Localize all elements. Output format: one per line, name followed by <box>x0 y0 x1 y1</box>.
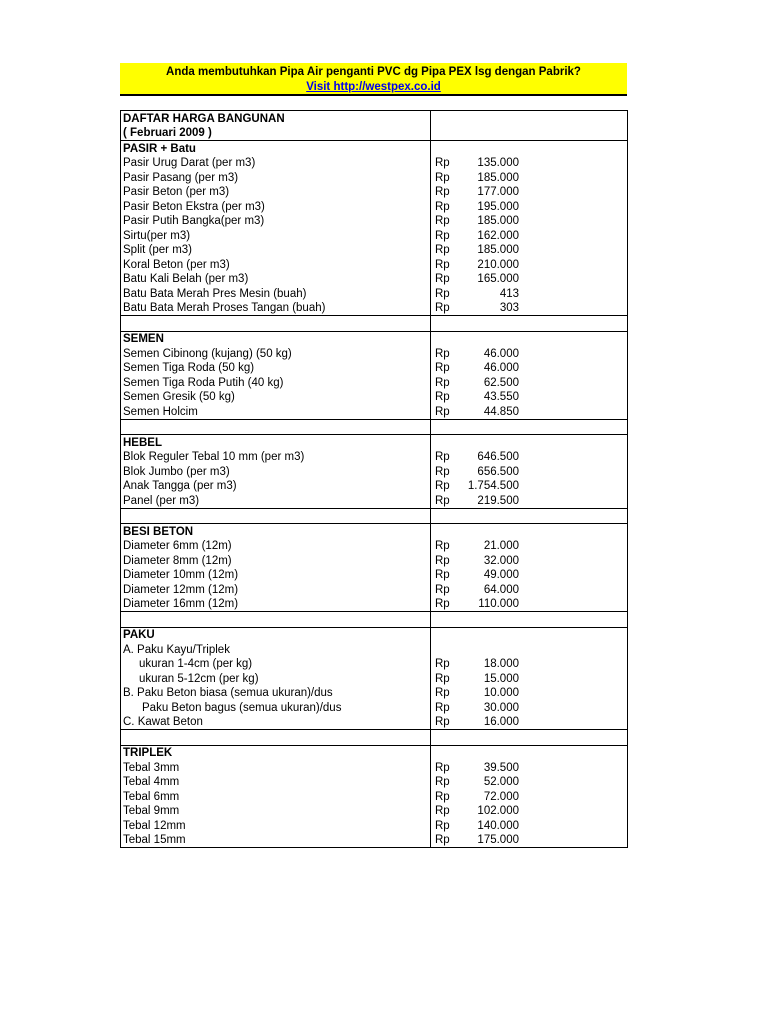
item-price: 52.000 <box>483 776 519 788</box>
item-name: Semen Tiga Roda (50 kg) <box>121 361 431 376</box>
item-price: 18.000 <box>483 658 519 670</box>
item-currency: Rp <box>435 819 450 832</box>
item-name: Semen Tiga Roda Putih (40 kg) <box>121 375 431 390</box>
table-row <box>121 346 628 361</box>
table-row <box>121 199 628 214</box>
item-currency: Rp <box>435 480 450 492</box>
item-price: 177.000 <box>477 186 519 198</box>
promo-link[interactable]: Visit http://westpex.co.id <box>306 81 441 93</box>
item-price: 195.000 <box>477 200 519 213</box>
item-currency: Rp <box>435 716 450 728</box>
item-name: Semen Cibinong (kujang) (50 kg) <box>121 346 431 361</box>
item-name: Koral Beton (per m3) <box>121 257 431 272</box>
promo-text: Anda membutuhkan Pipa Air penganti PVC dg Pipa PEX lsg dengan Pabrik? <box>166 66 581 78</box>
item-name: Semen Gresik (50 kg) <box>121 390 431 405</box>
item-name: ukuran 1-4cm (per kg) <box>121 657 431 672</box>
item-currency <box>431 642 466 657</box>
table-row <box>121 464 628 479</box>
item-price: 303 <box>499 302 519 314</box>
item-currency: Rp <box>435 658 450 670</box>
item-currency: Rp <box>435 554 450 567</box>
price-list-table <box>120 110 628 848</box>
table-row <box>121 390 628 405</box>
item-price: 185.000 <box>477 171 519 184</box>
table-row <box>121 375 628 390</box>
item-currency: Rp <box>435 761 450 774</box>
table-row <box>121 700 628 715</box>
item-price: 10.000 <box>483 687 519 699</box>
table-row <box>121 804 628 819</box>
item-price: 62.500 <box>483 376 519 389</box>
item-price: 219.500 <box>477 494 519 507</box>
item-currency: Rp <box>435 805 450 817</box>
section-heading-row <box>121 627 628 642</box>
item-price: 656.500 <box>477 465 519 478</box>
section-heading: PAKU <box>121 627 431 642</box>
item-currency: Rp <box>435 687 450 699</box>
section-spacer-row <box>121 316 628 332</box>
item-currency: Rp <box>435 362 450 374</box>
price-list-body <box>121 111 628 848</box>
item-name: Anak Tangga (per m3) <box>121 479 431 494</box>
table-row <box>121 450 628 465</box>
table-row <box>121 833 628 848</box>
item-currency: Rp <box>435 776 450 788</box>
item-name: A. Paku Kayu/Triplek <box>121 642 431 657</box>
table-date-row <box>121 126 628 141</box>
item-price: 46.000 <box>483 362 519 374</box>
section-heading: HEBEL <box>121 435 431 450</box>
item-currency: Rp <box>431 833 466 848</box>
item-currency: Rp <box>435 229 450 242</box>
section-heading: TRIPLEK <box>121 745 431 760</box>
item-name: Diameter 10mm (12m) <box>121 568 431 583</box>
table-row <box>121 568 628 583</box>
table-row <box>121 286 628 301</box>
item-price: 413 <box>499 287 519 300</box>
item-price: 185.000 <box>477 215 519 227</box>
item-price: 162.000 <box>477 229 519 242</box>
table-row <box>121 243 628 258</box>
item-name: Diameter 6mm (12m) <box>121 539 431 554</box>
item-price: 32.000 <box>483 554 519 567</box>
item-name: Batu Kali Belah (per m3) <box>121 272 431 287</box>
item-name: Tebal 12mm <box>121 818 431 833</box>
section-spacer-row <box>121 612 628 628</box>
item-currency: Rp <box>435 569 450 581</box>
table-row <box>121 657 628 672</box>
item-price: 1.754.500 <box>467 480 519 492</box>
item-name: Paku Beton bagus (semua ukuran)/dus <box>121 700 431 715</box>
item-price: 15.000 <box>483 672 519 685</box>
item-name: Tebal 6mm <box>121 789 431 804</box>
item-currency: Rp <box>435 258 450 271</box>
item-name: Semen Holcim <box>121 404 431 419</box>
item-price: 16.000 <box>483 716 519 728</box>
item-name: C. Kawat Beton <box>121 715 431 730</box>
section-heading: SEMEN <box>121 331 431 346</box>
table-row <box>121 760 628 775</box>
item-name: Pasir Pasang (per m3) <box>121 170 431 185</box>
table-row <box>121 642 628 657</box>
item-name: Blok Reguler Tebal 10 mm (per m3) <box>121 450 431 465</box>
item-price: 43.550 <box>483 391 519 403</box>
item-price: 210.000 <box>477 258 519 271</box>
item-name: Batu Bata Merah Pres Mesin (buah) <box>121 286 431 301</box>
item-currency: Rp <box>435 583 450 596</box>
item-currency: Rp <box>435 672 450 685</box>
item-name: ukuran 5-12cm (per kg) <box>121 671 431 686</box>
item-currency: Rp <box>435 540 450 552</box>
section-heading-row <box>121 141 628 156</box>
table-row <box>121 671 628 686</box>
promo-banner <box>120 63 627 96</box>
item-name: Tebal 9mm <box>121 804 431 819</box>
item-price: 46.000 <box>483 347 519 360</box>
section-spacer-row <box>121 730 628 746</box>
item-currency: Rp <box>435 405 450 418</box>
item-price: 185.000 <box>477 244 519 256</box>
table-row <box>121 404 628 419</box>
table-row <box>121 272 628 287</box>
item-currency: Rp <box>435 598 450 610</box>
table-row <box>121 214 628 229</box>
table-row <box>121 686 628 701</box>
item-currency: Rp <box>435 376 450 389</box>
table-row <box>121 257 628 272</box>
table-row <box>121 539 628 554</box>
item-price: 165.000 <box>477 273 519 285</box>
item-price: 646.500 <box>477 451 519 463</box>
item-price: 135.000 <box>477 157 519 169</box>
item-name: Blok Jumbo (per m3) <box>121 464 431 479</box>
item-currency: Rp <box>435 790 450 803</box>
item-currency: Rp <box>435 494 450 507</box>
item-price: 72.000 <box>483 790 519 803</box>
item-currency: Rp <box>435 347 450 360</box>
table-row <box>121 170 628 185</box>
item-name: Tebal 3mm <box>121 760 431 775</box>
table-row <box>121 228 628 243</box>
item-currency: Rp <box>435 701 450 714</box>
item-name: Diameter 8mm (12m) <box>121 553 431 568</box>
table-row <box>121 775 628 790</box>
item-name: Tebal 4mm <box>121 775 431 790</box>
item-name: Pasir Putih Bangka(per m3) <box>121 214 431 229</box>
item-name: Sirtu(per m3) <box>121 228 431 243</box>
table-row <box>121 156 628 171</box>
item-currency: Rp <box>435 451 450 463</box>
table-row <box>121 185 628 200</box>
item-currency: Rp <box>435 186 450 198</box>
item-price: 175.000 <box>465 833 519 848</box>
item-name: Split (per m3) <box>121 243 431 258</box>
item-price: 110.000 <box>478 598 519 610</box>
item-name: Pasir Urug Darat (per m3) <box>121 156 431 171</box>
table-date: ( Februari 2009 ) <box>121 126 431 141</box>
table-row <box>121 493 628 508</box>
item-name: B. Paku Beton biasa (semua ukuran)/dus <box>121 686 431 701</box>
item-currency: Rp <box>435 244 450 256</box>
item-price: 44.850 <box>483 405 519 418</box>
table-row <box>121 582 628 597</box>
item-price: 102.000 <box>477 805 519 817</box>
section-heading-row <box>121 435 628 450</box>
table-row <box>121 553 628 568</box>
table-row <box>121 715 628 730</box>
item-price <box>465 642 519 657</box>
item-currency: Rp <box>435 465 450 478</box>
section-heading-row <box>121 331 628 346</box>
section-spacer-row <box>121 419 628 435</box>
table-title: DAFTAR HARGA BANGUNAN <box>121 111 431 126</box>
item-price: 140.000 <box>477 819 519 832</box>
item-name: Tebal 15mm <box>121 833 431 848</box>
item-name: Batu Bata Merah Proses Tangan (buah) <box>121 301 431 316</box>
table-row <box>121 361 628 376</box>
item-price: 64.000 <box>483 583 519 596</box>
item-price: 21.000 <box>483 540 519 552</box>
item-price: 30.000 <box>483 701 519 714</box>
item-name: Diameter 16mm (12m) <box>121 597 431 612</box>
table-row <box>121 818 628 833</box>
item-currency: Rp <box>435 302 450 314</box>
table-row <box>121 479 628 494</box>
table-row <box>121 301 628 316</box>
item-name: Pasir Beton (per m3) <box>121 185 431 200</box>
section-heading-row <box>121 745 628 760</box>
section-heading-row <box>121 524 628 539</box>
table-row <box>121 597 628 612</box>
section-heading: BESI BETON <box>121 524 431 539</box>
table-row <box>121 789 628 804</box>
item-name: Diameter 12mm (12m) <box>121 582 431 597</box>
item-price: 39.500 <box>483 761 519 774</box>
table-title-row <box>121 111 628 126</box>
item-currency: Rp <box>435 287 450 300</box>
section-spacer-row <box>121 508 628 524</box>
item-currency: Rp <box>435 157 450 169</box>
item-currency: Rp <box>435 391 450 403</box>
item-currency: Rp <box>435 171 450 184</box>
section-heading: PASIR + Batu <box>121 141 431 156</box>
item-currency: Rp <box>435 215 450 227</box>
item-name: Pasir Beton Ekstra (per m3) <box>121 199 431 214</box>
item-currency: Rp <box>435 273 450 285</box>
item-price: 49.000 <box>483 569 519 581</box>
item-currency: Rp <box>435 200 450 213</box>
item-name: Panel (per m3) <box>121 493 431 508</box>
